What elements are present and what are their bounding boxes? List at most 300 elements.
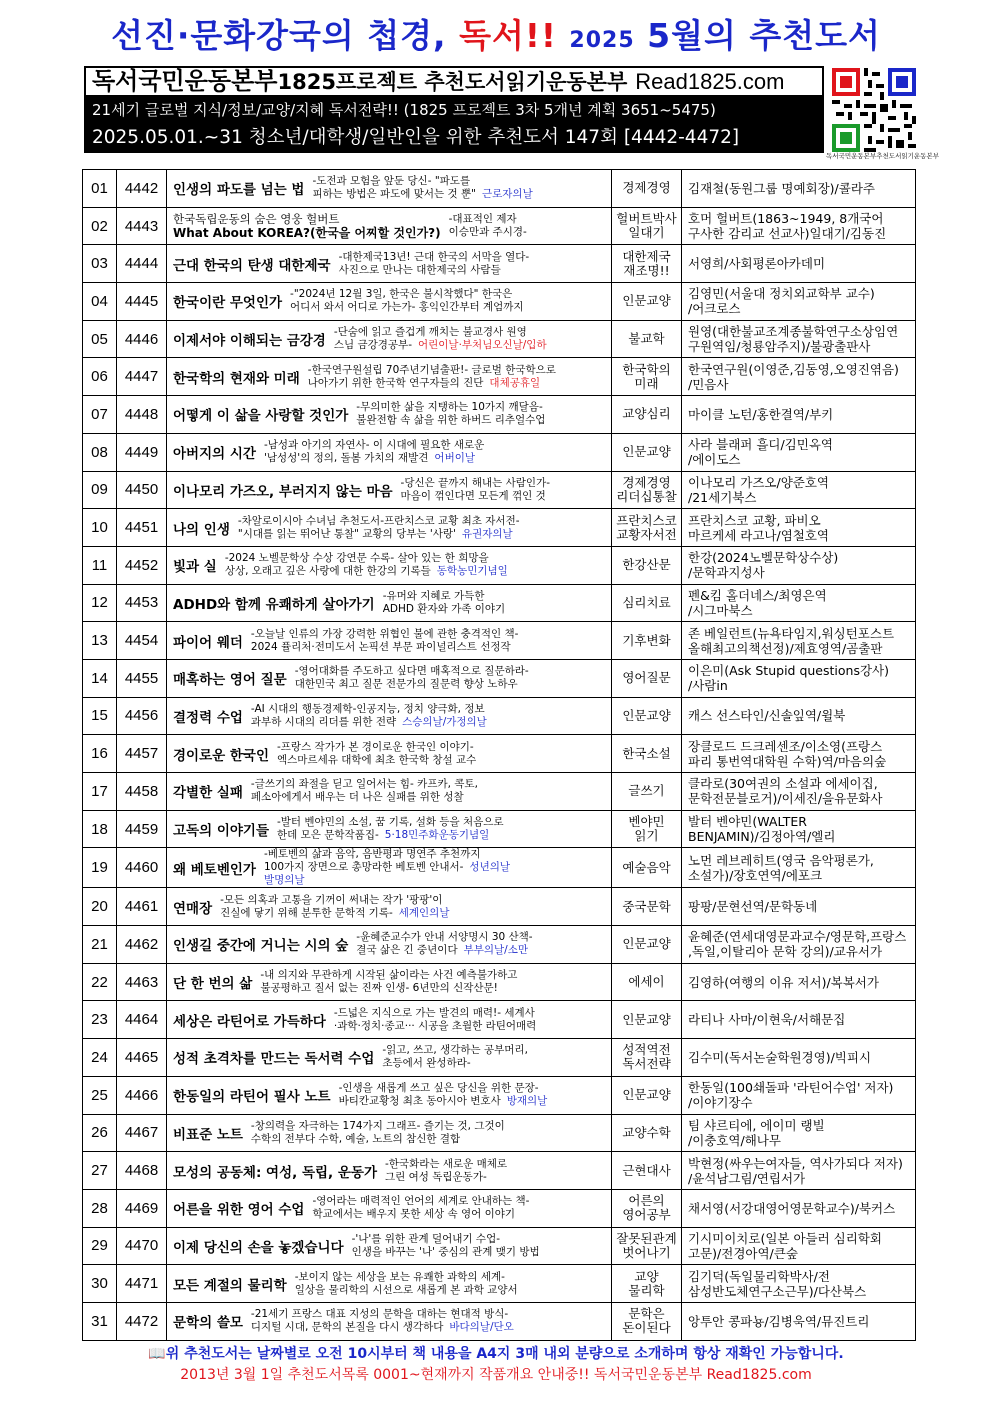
book-title-cell[interactable]	[167, 1039, 612, 1077]
summary-line2: 한데 모은 문학작품집-	[277, 829, 379, 842]
summary-line2: 진실에 닿기 위해 분투한 문학적 기록-	[220, 906, 393, 919]
book-summary	[251, 1120, 505, 1146]
summary-line2: '남성성'의 정의, 돌봄 가치의 재발견	[263, 452, 429, 465]
book-title-cell[interactable]	[167, 207, 612, 245]
row-number: 15	[83, 697, 117, 735]
book-title: 성적 초격차를 만드는 독서력 수업	[173, 1051, 375, 1068]
table-row[interactable]	[83, 810, 916, 848]
summary-line1: -발터 벤야민의 소설, 꿈 기록, 설화 등을 처음으로	[277, 816, 504, 829]
book-code: 4470	[117, 1227, 167, 1265]
book-author: 김기덕(독일물리학박사/전 삼성반도체연구소근무)/다산북스	[682, 1265, 916, 1303]
table-row[interactable]	[83, 396, 916, 434]
book-author: 존 베일런트(뉴욕타임지,워싱턴포스트 올해최고의책선정)/제효영역/곰출판	[682, 622, 916, 660]
book-author: 캐스 선스타인/신솔잎역/윌북	[682, 697, 916, 735]
book-code: 4445	[117, 283, 167, 321]
row-number: 11	[83, 546, 117, 584]
summary-line1: -보이지 않는 세상을 보는 유쾌한 과학의 세계-	[294, 1270, 505, 1283]
row-number: 08	[83, 433, 117, 471]
row-number: 12	[83, 584, 117, 622]
book-code: 4442	[117, 170, 167, 208]
book-author: 기시미이치로(일본 아들러 심리학회 고문)/전경아역/큰숲	[682, 1227, 916, 1265]
book-code: 4450	[117, 471, 167, 509]
summary-line2: 일상을 물리학의 시선으로 새롭게 본 과학 교양서	[294, 1283, 518, 1296]
book-category: 심리치료	[612, 584, 682, 622]
book-summary	[334, 1007, 536, 1033]
book-summary	[383, 590, 505, 616]
book-code: 4471	[117, 1265, 167, 1303]
book-title-cell[interactable]	[167, 245, 612, 283]
table-row[interactable]	[83, 546, 916, 584]
summary-line1: -영어대화를 주도하고 싶다면 매혹적으로 질문하라-	[294, 665, 529, 678]
book-code: 4467	[117, 1114, 167, 1152]
book-code: 4453	[117, 584, 167, 622]
book-title: 나의 인생	[173, 521, 230, 538]
book-category: 경제경영 리더십통찰	[612, 471, 682, 509]
book-category: 한강산문	[612, 546, 682, 584]
book-author: 한동일(100쇄돌파 '라틴어수업' 저자) /이야기장수	[682, 1076, 916, 1114]
book-title: 비표준 노트	[173, 1126, 243, 1143]
book-category: 인문교양	[612, 1076, 682, 1114]
table-row[interactable]	[83, 1189, 916, 1227]
table-row[interactable]	[83, 207, 916, 245]
book-author: 앙투안 콩파뇽/김병욱역/뮤진트리	[682, 1302, 916, 1340]
table-row[interactable]	[83, 509, 916, 547]
summary-line2: 100가지 장면으로 총망라한 베토벤 안내서-	[263, 861, 464, 874]
book-category: 인문교양	[612, 697, 682, 735]
book-code: 4472	[117, 1302, 167, 1340]
book-summary	[312, 1195, 529, 1221]
book-title-cell[interactable]	[167, 888, 612, 926]
header-strategy-bar: 21세기 글로벌 지식/정보/교양/지혜 독서전략!! (1825 프로젝트 3차 5개년 계획 3651~5475)	[84, 97, 824, 123]
book-category: 불교학	[612, 320, 682, 358]
summary-line2: 불완전함 속 삶을 위한 하버드 리추얼수업	[356, 414, 546, 427]
table-row[interactable]	[83, 584, 916, 622]
book-code: 4466	[117, 1076, 167, 1114]
book-title-cell[interactable]	[167, 170, 612, 208]
table-row[interactable]	[83, 848, 916, 888]
org-name: 독서국민운동본부	[92, 67, 278, 95]
row-number: 02	[83, 207, 117, 245]
book-code: 4464	[117, 1001, 167, 1039]
book-title-cell[interactable]	[167, 509, 612, 547]
book-title: 파이어 웨더	[173, 634, 243, 651]
summary-line1: -"2024년 12월 3일, 한국은 불시착했다" 한국은	[290, 288, 513, 301]
book-summary	[290, 288, 523, 314]
summary-line2: ·과학·정치·종교··· 시공을 초월한 라틴어매력	[333, 1019, 537, 1032]
book-code: 4468	[117, 1152, 167, 1190]
book-author: 원영(대한불교조계종불학연구소상임연 구원역임/청룡암주지)/불광출판사	[682, 320, 916, 358]
book-title-cell[interactable]	[167, 1152, 612, 1190]
book-category: 에세이	[612, 963, 682, 1001]
summary-line2: 불공평하고 질서 없는 진짜 인생- 6년만의 신작산문!	[260, 982, 498, 995]
row-number: 03	[83, 245, 117, 283]
book-title-cell[interactable]	[167, 697, 612, 735]
book-title: 매혹하는 영어 질문	[173, 672, 287, 689]
summary-line1: -오늘날 인류의 가장 강력한 위협인 불에 관한 충격적인 책-	[250, 627, 519, 640]
book-title: 경이로운 한국인	[173, 747, 269, 764]
summary-line1: -글쓰기의 좌절을 딛고 일어서는 힘- 카프카, 콕토,	[250, 778, 478, 791]
book-title-cell[interactable]	[167, 659, 612, 697]
summary-line2: 사진으로 만나는 대한제국의 사람들	[338, 263, 501, 276]
book-author: 장클로드 드크레센조/이소영(프랑스 파리 통번역대학원 수학)역/마음의숲	[682, 735, 916, 773]
summary-line1: -2024 노벨문학상 수상 강연문 수록- 살아 있는 한 희망을	[224, 552, 489, 565]
book-code: 4458	[117, 773, 167, 811]
day-tag: 어버이날	[434, 452, 475, 465]
summary-line2: 바티칸교황청 최초 동아시아 변호사	[338, 1095, 501, 1108]
book-title: ADHD와 함께 유쾌하게 살아가기	[173, 596, 375, 613]
row-number: 22	[83, 963, 117, 1001]
book-summary	[277, 741, 476, 767]
book-summary	[385, 1158, 507, 1184]
summary-line2: "시대를 읽는 뛰어난 통찰" 교황의 당부는 '사랑'	[237, 527, 456, 540]
book-title: 각별한 실패	[173, 785, 243, 802]
book-title-cell[interactable]	[167, 433, 612, 471]
row-number: 19	[83, 848, 117, 888]
row-number: 23	[83, 1001, 117, 1039]
book-code: 4456	[117, 697, 167, 735]
book-title: 세상은 라틴어로 가득하다	[173, 1013, 326, 1030]
book-code: 4469	[117, 1189, 167, 1227]
book-title: 한동일의 라틴어 필사 노트	[173, 1089, 331, 1106]
book-category: 경제경영	[612, 170, 682, 208]
project-name: 1825프로젝트 추천도서읽기운동본부	[277, 70, 628, 94]
book-title: 어떻게 이 삶을 사랑할 것인가	[173, 408, 349, 425]
book-title-cell[interactable]	[167, 1076, 612, 1114]
book-author: 사라 블래퍼 흘디/김민옥역 /에이도스	[682, 433, 916, 471]
footer-notice: 📖위 추천도서는 날짜별로 오전 10시부터 책 내용을 A4지 3매 내외 분량으로 소개하며 항상 재확인 가능합니다.	[148, 1346, 844, 1362]
book-author: 이나모리 가즈오/양준호역 /21세기북스	[682, 471, 916, 509]
summary-line2: 이승만과 주시경-	[448, 226, 527, 239]
row-number: 30	[83, 1265, 117, 1303]
book-summary	[334, 326, 547, 352]
row-number: 01	[83, 170, 117, 208]
book-title-cell[interactable]	[167, 810, 612, 848]
day-tag: 유권자의날	[461, 527, 513, 540]
summary-line1: -읽고, 쓰고, 생각하는 공부머리,	[382, 1044, 528, 1057]
summary-line2: 페소아에게서 배우는 더 나은 실패를 위한 성찰	[250, 791, 464, 804]
book-category: 교양심리	[612, 396, 682, 434]
book-code: 4447	[117, 358, 167, 396]
book-title-line2: What About KOREA?(한국을 어찌할 것인가?)	[173, 226, 441, 241]
book-title: 결정력 수업	[173, 709, 243, 726]
book-title-cell[interactable]	[167, 773, 612, 811]
summary-line1: -무의미한 삶을 지탱하는 10가지 깨달음-	[356, 401, 543, 414]
summary-line1: -한국연구원설립 70주년기념출판!- 글로벌 한국학으로	[307, 363, 556, 376]
row-number: 21	[83, 926, 117, 964]
book-category: 글쓰기	[612, 773, 682, 811]
row-number: 17	[83, 773, 117, 811]
book-title: 이제 당신의 손을 놓겠습니다	[173, 1239, 344, 1256]
book-summary	[356, 931, 532, 957]
book-title: 아버지의 시간	[173, 446, 256, 463]
day-tag: 대체공휴일	[489, 376, 541, 389]
book-title: 이나모리 가즈오, 부러지지 않는 마음	[173, 483, 393, 500]
book-author: 한강(2024노벨문학상수상) /문학과지성사	[682, 546, 916, 584]
table-row[interactable]	[83, 1152, 916, 1190]
book-summary	[295, 665, 529, 691]
book-summary	[251, 628, 519, 654]
book-title-cell[interactable]	[167, 471, 612, 509]
summary-line2: 대한민국 최고 질문 전문가의 질문력 향상 노하우	[294, 678, 518, 691]
summary-line1: -프랑스 작가가 본 경이로운 한국인 이야기-	[277, 740, 474, 753]
book-category: 인문교양	[612, 283, 682, 321]
summary-line2: 초등에서 완성하라-	[382, 1057, 471, 1070]
table-row[interactable]	[83, 1076, 916, 1114]
book-summary	[312, 175, 532, 201]
book-title-cell[interactable]	[167, 622, 612, 660]
book-category: 대한제국 재조명!!	[612, 245, 682, 283]
book-code: 4462	[117, 926, 167, 964]
row-number: 07	[83, 396, 117, 434]
summary-line2: 과부하 시대의 리더를 위한 전략	[250, 715, 397, 728]
page-title: 선진·문화강국의 첩경, 독서!! 2025 5월의 추천도서	[111, 16, 881, 55]
row-number: 13	[83, 622, 117, 660]
book-title-cell[interactable]	[167, 1265, 612, 1303]
summary-line2: 나아가기 위한 한국학 연구자들의 진단	[307, 376, 484, 389]
book-title: 빛과 실	[173, 559, 217, 576]
book-category: 인문교양	[612, 926, 682, 964]
qr-caption: 독서국민운동본부추천도서읽기운동본부	[826, 152, 940, 160]
book-category: 벤야민 읽기	[612, 810, 682, 848]
day-tag: 세계인의날	[398, 906, 450, 919]
book-title-cell[interactable]	[167, 926, 612, 964]
book-title: 한국학의 현재와 미래	[173, 370, 300, 387]
table-row[interactable]	[83, 1001, 916, 1039]
table-row[interactable]	[83, 320, 916, 358]
book-code: 4451	[117, 509, 167, 547]
book-code: 4460	[117, 848, 167, 888]
book-category: 인문교양	[612, 1001, 682, 1039]
summary-line2: ADHD 환자와 가족 이야기	[382, 602, 506, 615]
book-title-cell[interactable]	[167, 963, 612, 1001]
table-row[interactable]	[83, 471, 916, 509]
header-org-bar	[84, 66, 824, 97]
book-summary	[352, 1233, 540, 1259]
book-title: 근대 한국의 탄생 대한제국	[173, 257, 331, 274]
table-row[interactable]	[83, 888, 916, 926]
row-number: 28	[83, 1189, 117, 1227]
book-code: 4443	[117, 207, 167, 245]
summary-line1: -AI 시대의 행동경제학-인공지능, 정치 양극화, 정보	[250, 702, 485, 715]
book-title: 고독의 이야기들	[173, 823, 269, 840]
footer-archive-notice: 2013년 3월 1일 추천도서목록 0001~현재까지 작품개요 안내중!! 독서국민운동본부 Read1825.com	[180, 1367, 812, 1383]
book-summary	[308, 364, 556, 390]
book-author: 박현정(싸우는여자들, 역사가되다 저자) /윤석남그림/연립서가	[682, 1152, 916, 1190]
book-author: 김영하(여행의 이유 저서)/복복서가	[682, 963, 916, 1001]
table-row[interactable]	[83, 1265, 916, 1303]
book-summary	[238, 515, 520, 541]
book-summary	[251, 703, 487, 729]
summary-line1: -윤혜준교수가 안내 서양명시 30 산책-	[356, 931, 533, 944]
table-row[interactable]	[83, 735, 916, 773]
book-summary	[356, 401, 545, 427]
book-title-cell[interactable]	[167, 848, 612, 888]
book-code: 4461	[117, 888, 167, 926]
table-row[interactable]	[83, 358, 916, 396]
book-author: 클라로(30여권의 소설과 에세이집, 문학전문블로거)/이세진/을유문화사	[682, 773, 916, 811]
book-author: 발터 벤야민(WALTER BENJAMIN)/김정아역/엘리	[682, 810, 916, 848]
summary-line2: 학교에서는 배우지 못한 세상 속 영어 이야기	[312, 1208, 516, 1221]
book-code: 4449	[117, 433, 167, 471]
table-row[interactable]	[83, 1039, 916, 1077]
table-row[interactable]	[83, 245, 916, 283]
row-number: 14	[83, 659, 117, 697]
book-category: 프란치스코 교황자서전	[612, 509, 682, 547]
book-title: 이제서야 이해되는 금강경	[173, 333, 326, 350]
book-list-table	[82, 169, 916, 1341]
book-summary	[277, 816, 504, 842]
book-category: 인문교양	[612, 433, 682, 471]
row-number: 31	[83, 1302, 117, 1340]
book-summary	[295, 1271, 518, 1297]
row-number: 20	[83, 888, 117, 926]
summary-line1: -당신은 끝까지 해내는 사람인가-	[400, 476, 550, 489]
book-title-cell[interactable]	[167, 1227, 612, 1265]
book-category: 교양수학	[612, 1114, 682, 1152]
book-category: 근현대사	[612, 1152, 682, 1190]
book-title-cell[interactable]	[167, 1302, 612, 1340]
book-code: 4444	[117, 245, 167, 283]
book-title-cell[interactable]	[167, 735, 612, 773]
book-author: 김수미(독서논술학원경영)/빅피시	[682, 1039, 916, 1077]
book-author: 펜&킴 홀더네스/최영은역 /시그마북스	[682, 584, 916, 622]
header-date-bar: 2025.05.01.~31 청소년/대학생/일반인을 위한 추천도서 147회 [4442-4472]	[84, 123, 824, 153]
book-author: 라티나 사마/이현욱/서해문집	[682, 1001, 916, 1039]
summary-line2: 그린 여성 독립운동가-	[385, 1170, 487, 1183]
book-category: 어른의 영어공부	[612, 1189, 682, 1227]
book-summary	[264, 848, 510, 887]
table-row[interactable]	[83, 926, 916, 964]
book-code: 4455	[117, 659, 167, 697]
book-author: 마이클 노턴/홍한결역/부키	[682, 396, 916, 434]
book-title-cell[interactable]	[167, 358, 612, 396]
book-author: 윤혜준(연세대영문과교수/영문학,프랑스 ,독일,이탈리아 문학 강의)/교유서가	[682, 926, 916, 964]
row-number: 05	[83, 320, 117, 358]
book-title-cell[interactable]	[167, 320, 612, 358]
table-row[interactable]	[83, 622, 916, 660]
row-number: 27	[83, 1152, 117, 1190]
book-title-cell[interactable]	[167, 546, 612, 584]
book-code: 4465	[117, 1039, 167, 1077]
summary-line1: -도전과 모험을 앞둔 당신- "파도를	[312, 175, 471, 188]
book-category: 영어질문	[612, 659, 682, 697]
site-link[interactable]: Read1825.com	[635, 69, 785, 94]
summary-line1: -대한제국13년! 근대 한국의 서막을 열다-	[338, 250, 530, 263]
table-row[interactable]	[83, 697, 916, 735]
summary-line2: 인생을 바꾸는 '나' 중심의 관계 맺기 방법	[351, 1245, 540, 1258]
book-title-cell[interactable]	[167, 1001, 612, 1039]
book-title-cell[interactable]	[167, 283, 612, 321]
table-row[interactable]	[83, 1114, 916, 1152]
book-code: 4459	[117, 810, 167, 848]
book-summary	[339, 251, 530, 277]
day-tag: 어린이날·부처님오신날/입하	[418, 339, 547, 352]
summary-line2: 스님 금강경공부-	[333, 339, 412, 352]
book-author: 이은미(Ask Stupid questions강사) /사람in	[682, 659, 916, 697]
table-row[interactable]	[83, 433, 916, 471]
book-code: 4446	[117, 320, 167, 358]
summary-line1: -단숨에 읽고 즐겁게 깨치는 불교경사 원영	[333, 326, 527, 339]
book-icon: 📖	[148, 1346, 166, 1362]
book-code: 4452	[117, 546, 167, 584]
book-category: 한국소설	[612, 735, 682, 773]
summary-line2: 결국 삶은 긴 중년이다	[356, 944, 458, 957]
row-number: 04	[83, 283, 117, 321]
table-row[interactable]	[83, 773, 916, 811]
book-summary	[401, 477, 550, 503]
book-code: 4448	[117, 396, 167, 434]
summary-line1: -내 의지와 무관하게 시작된 삶이라는 사건 예측불가하고	[260, 969, 518, 982]
book-author: 팡팡/문현선역/문학동네	[682, 888, 916, 926]
row-number: 18	[83, 810, 117, 848]
book-summary	[260, 969, 517, 995]
book-category: 교양 물리학	[612, 1265, 682, 1303]
qr-code-icon[interactable]	[832, 68, 916, 152]
summary-line2: 피하는 방법은 파도에 맞서는 것 뿐"	[312, 188, 476, 201]
book-author: 프란치스코 교황, 파비오 마르케세 라고나/염철호역	[682, 509, 916, 547]
row-number: 09	[83, 471, 117, 509]
summary-line1: -남성과 아기의 자연사- 이 시대에 필요한 새로운	[263, 439, 485, 452]
summary-line2: 상상, 오래고 깊은 사랑에 대한 한강의 기록들	[224, 565, 431, 578]
book-title: 모성의 공동체: 여성, 독립, 운동가	[173, 1164, 377, 1181]
summary-line1: -21세기 프랑스 대표 지성의 문학을 대하는 현대적 방식-	[250, 1308, 509, 1321]
summary-line2: 마음이 꺾인다면 모든게 꺾인 것	[400, 489, 546, 502]
book-summary	[220, 894, 449, 920]
book-code: 4457	[117, 735, 167, 773]
summary-line2: 어디서 와서 어디로 가는가- 홍익인간부터 계엄까지	[290, 301, 524, 314]
summary-line2: 2024 퓰리처·전미도서 논픽션 부문 파이널리스트 선정작	[250, 640, 511, 653]
summary-line1: -차알로이시아 수녀님 추천도서-프란치스코 교황 최초 자서전-	[237, 514, 520, 527]
book-title: 인생길 중간에 거니는 시의 숲	[173, 938, 349, 955]
book-title-cell[interactable]	[167, 396, 612, 434]
book-title-cell[interactable]	[167, 1114, 612, 1152]
row-number: 29	[83, 1227, 117, 1265]
book-title: 단 한 번의 삶	[173, 976, 253, 993]
book-code: 4454	[117, 622, 167, 660]
book-category: 문학은 돈이된다	[612, 1302, 682, 1340]
table-row[interactable]	[83, 659, 916, 697]
book-title-cell[interactable]	[167, 1189, 612, 1227]
table-row[interactable]	[83, 1302, 916, 1340]
book-title: 모든 계절의 물리학	[173, 1277, 287, 1294]
day-tag: 성년의날 발명의날	[263, 861, 510, 887]
book-summary	[251, 1308, 514, 1334]
book-author: 채서영(서강대영어영문학교수)/북커스	[682, 1189, 916, 1227]
book-title: 한국이란 무엇인가	[173, 295, 283, 312]
book-title: 어른을 위한 영어 수업	[173, 1202, 305, 1219]
book-category: 성적역전 독서전략	[612, 1039, 682, 1077]
book-author: 팀 샤르티에, 에이미 랭빌 /이충호역/해나무	[682, 1114, 916, 1152]
row-number: 25	[83, 1076, 117, 1114]
book-category: 기후변화	[612, 622, 682, 660]
book-summary	[251, 778, 478, 804]
summary-line2: 디지털 시대, 문학의 본질을 다시 생각하다	[250, 1321, 444, 1334]
table-row[interactable]	[83, 283, 916, 321]
summary-line1: -베토벤의 삶과 음악, 음반평과 명연주 추천까지	[263, 848, 481, 861]
day-tag: 바다의날/단오	[449, 1321, 514, 1334]
book-title-cell[interactable]	[167, 584, 612, 622]
summary-line1: -인생을 새롭게 쓰고 싶은 당신을 위한 문장-	[338, 1082, 539, 1095]
book-author: 김재철(동원그룹 명예회장)/콜라주	[682, 170, 916, 208]
table-row[interactable]	[83, 963, 916, 1001]
day-tag: 근로자의날	[482, 188, 533, 201]
book-author: 호머 헐버트(1863~1949, 8개국어 구사한 감리교 선교사)일대기/김동진	[682, 207, 916, 245]
table-row[interactable]	[83, 1227, 916, 1265]
book-summary	[339, 1082, 548, 1108]
table-row[interactable]	[83, 170, 916, 208]
summary-line1: -영어라는 매력적인 언어의 세계로 안내하는 책-	[312, 1195, 530, 1208]
day-tag: 5·18민주화운동기념일	[384, 829, 490, 842]
